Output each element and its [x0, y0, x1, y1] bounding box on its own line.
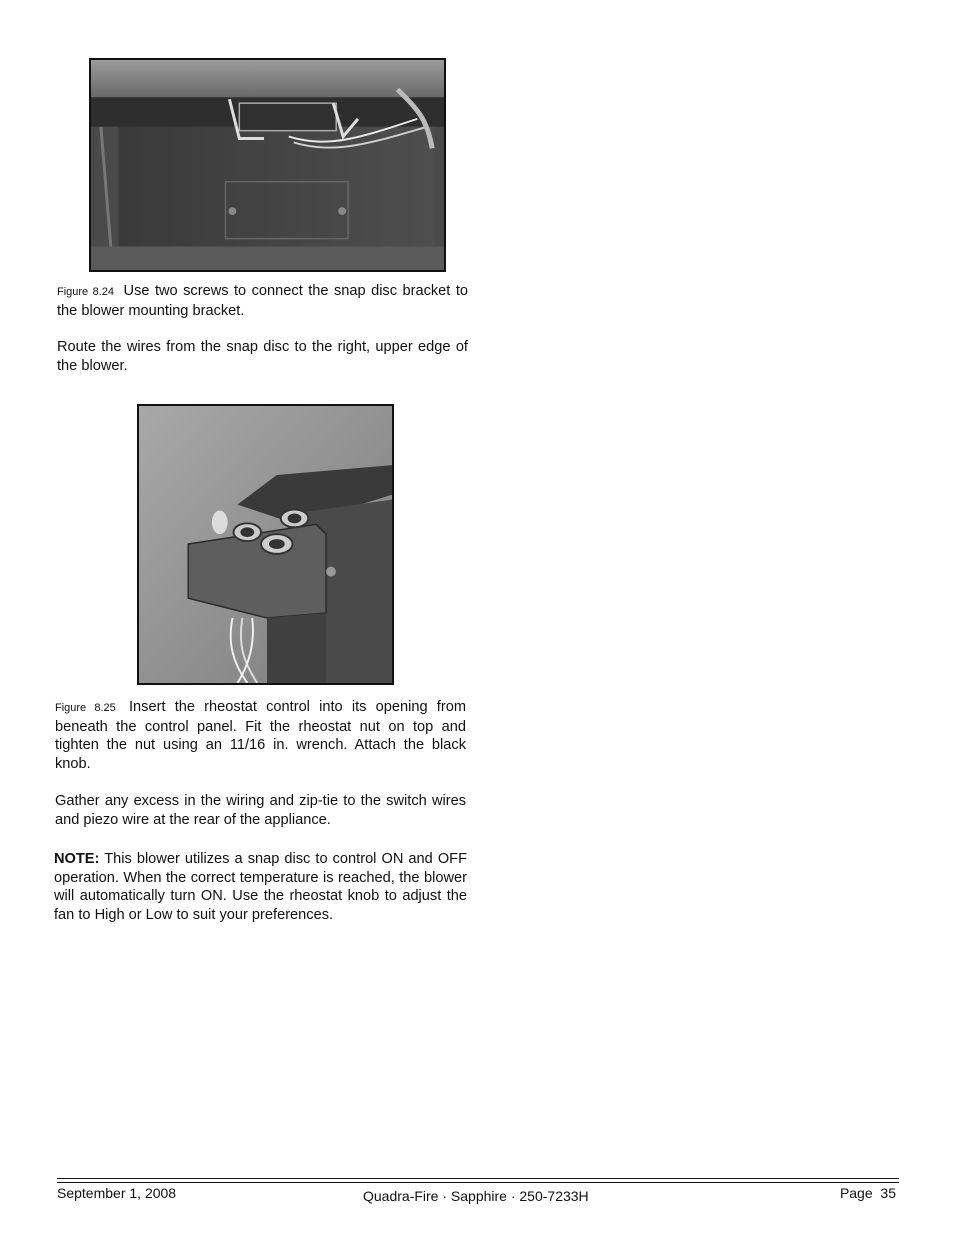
note-label: NOTE: [54, 851, 100, 867]
figure-8-24-label: Figure 8.24 [57, 286, 115, 298]
figure-8-25-label: Figure 8.25 [55, 702, 116, 714]
footer-rule-top [57, 1178, 899, 1179]
figure-8-25-text: Insert the rheostat control into its opening from beneath the control panel. Fit the rheostat nut on top and tighten the nut using an 11/16 in. wrench. Attach the black knob. [55, 699, 466, 773]
gather-wiring-paragraph: Gather any excess in the wiring and zip-tie to the switch wires and piezo wire at the rear of the appliance. [55, 793, 466, 828]
note-text: This blower utilizes a snap disc to control ON and OFF operation. When the correct temperature is reached, the blower will automatically turn ON. Use the rheostat knob to adjust the fan to High or Low to suit your preferences. [54, 851, 467, 924]
blower-bracket-photo [89, 58, 446, 272]
rheostat-control-photo [137, 404, 394, 685]
footer-rule-bottom [57, 1182, 899, 1183]
figure-8-24-caption [57, 282, 468, 320]
footer-date: September 1, 2008 [57, 1185, 177, 1201]
figure-8-25-caption [55, 698, 466, 774]
route-wires-paragraph: Route the wires from the snap disc to the right, upper edge of the blower. [57, 339, 468, 374]
note-paragraph [54, 850, 467, 925]
footer-page-number: Page 35 [839, 1185, 896, 1201]
figure-8-24-text: Use two screws to connect the snap disc bracket to the blower mounting bracket. [57, 283, 468, 319]
footer-product: Quadra-Fire · Sapphire · 250-7233H [363, 1188, 589, 1204]
